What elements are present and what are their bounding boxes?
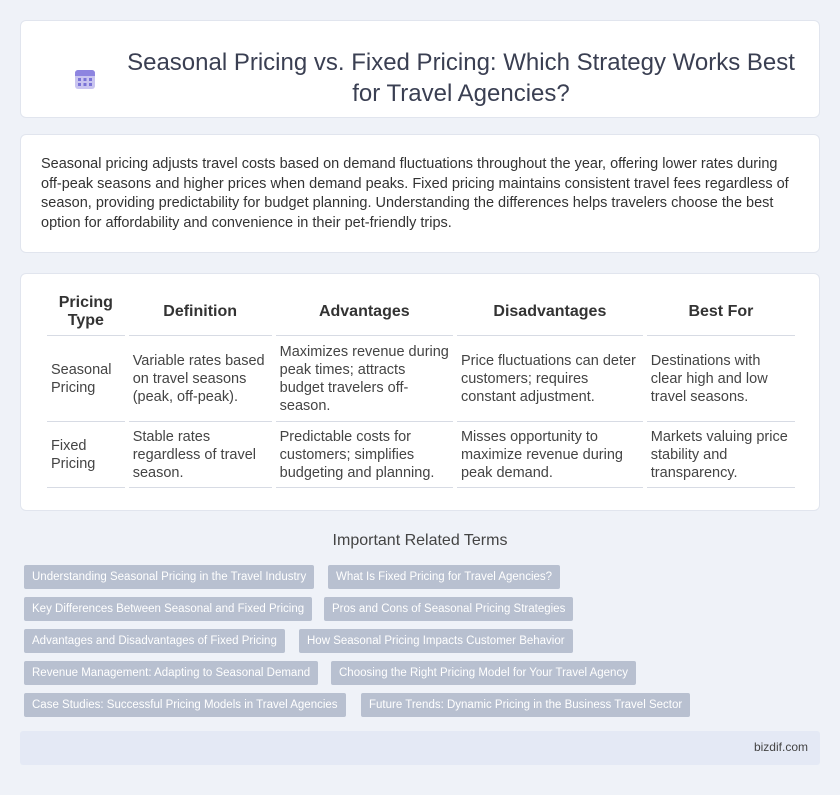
cell-definition: Variable rates based on travel seasons (peak, off-peak). <box>129 336 272 422</box>
header-best-for: Best For <box>647 288 795 336</box>
related-term-link[interactable]: Case Studies: Successful Pricing Models in Travel Agencies <box>24 693 346 717</box>
intro-paragraph: Seasonal pricing adjusts travel costs based on demand fluctuations throughout the year, offering lower rates during off-peak seasons and higher prices when demand peaks. Fixed pricing maintains consistent travel fees regardless of season, providing predictability for budget planning. Understanding the differences helps travelers choose the best option for affordability and convenience in their pet-friendly trips. <box>41 156 789 231</box>
table-row <box>47 336 795 422</box>
cell-advantages: Maximizes revenue during peak times; attracts budget travelers off-season. <box>276 336 453 422</box>
header-disadvantages: Disadvantages <box>457 288 643 336</box>
related-term-link[interactable]: What Is Fixed Pricing for Travel Agencies? <box>328 565 560 589</box>
calendar-icon <box>73 67 97 91</box>
related-term-link[interactable]: Choosing the Right Pricing Model for Your Travel Agency <box>331 661 636 685</box>
page-title: Seasonal Pricing vs. Fixed Pricing: Which Strategy Works Best for Travel Agencies? <box>127 49 795 107</box>
related-term-link[interactable]: Pros and Cons of Seasonal Pricing Strategies <box>324 597 573 621</box>
cell-advantages: Predictable costs for customers; simplifies budgeting and planning. <box>276 422 453 488</box>
related-terms-heading: Important Related Terms <box>332 532 508 549</box>
related-term-link[interactable]: Key Differences Between Seasonal and Fixed Pricing <box>24 597 312 621</box>
header-definition: Definition <box>129 288 272 336</box>
table-row <box>47 422 795 488</box>
related-term-link[interactable]: Understanding Seasonal Pricing in the Travel Industry <box>24 565 314 589</box>
comparison-table <box>43 288 799 488</box>
footer <box>20 731 820 765</box>
related-term-link[interactable]: How Seasonal Pricing Impacts Customer Behavior <box>299 629 573 653</box>
cell-definition: Stable rates regardless of travel season. <box>129 422 272 488</box>
cell-best-for: Markets valuing price stability and transparency. <box>647 422 795 488</box>
header-pricing-type: Pricing Type <box>47 288 125 336</box>
related-term-link[interactable]: Advantages and Disadvantages of Fixed Pricing <box>24 629 285 653</box>
footer-site-name: bizdif.com <box>753 740 808 754</box>
header-advantages: Advantages <box>276 288 453 336</box>
cell-disadvantages: Price fluctuations can deter customers; requires constant adjustment. <box>457 336 643 422</box>
cell-best-for: Destinations with clear high and low travel seasons. <box>647 336 795 422</box>
table-header-row <box>47 288 795 336</box>
cell-pricing-type: Fixed Pricing <box>47 422 125 488</box>
intro-card <box>20 134 820 253</box>
related-term-link[interactable]: Revenue Management: Adapting to Seasonal Demand <box>24 661 318 685</box>
cell-disadvantages: Misses opportunity to maximize revenue during peak demand. <box>457 422 643 488</box>
title-card <box>20 20 820 118</box>
cell-pricing-type: Seasonal Pricing <box>47 336 125 422</box>
related-term-link[interactable]: Future Trends: Dynamic Pricing in the Business Travel Sector <box>361 693 690 717</box>
comparison-table-card <box>20 273 820 511</box>
